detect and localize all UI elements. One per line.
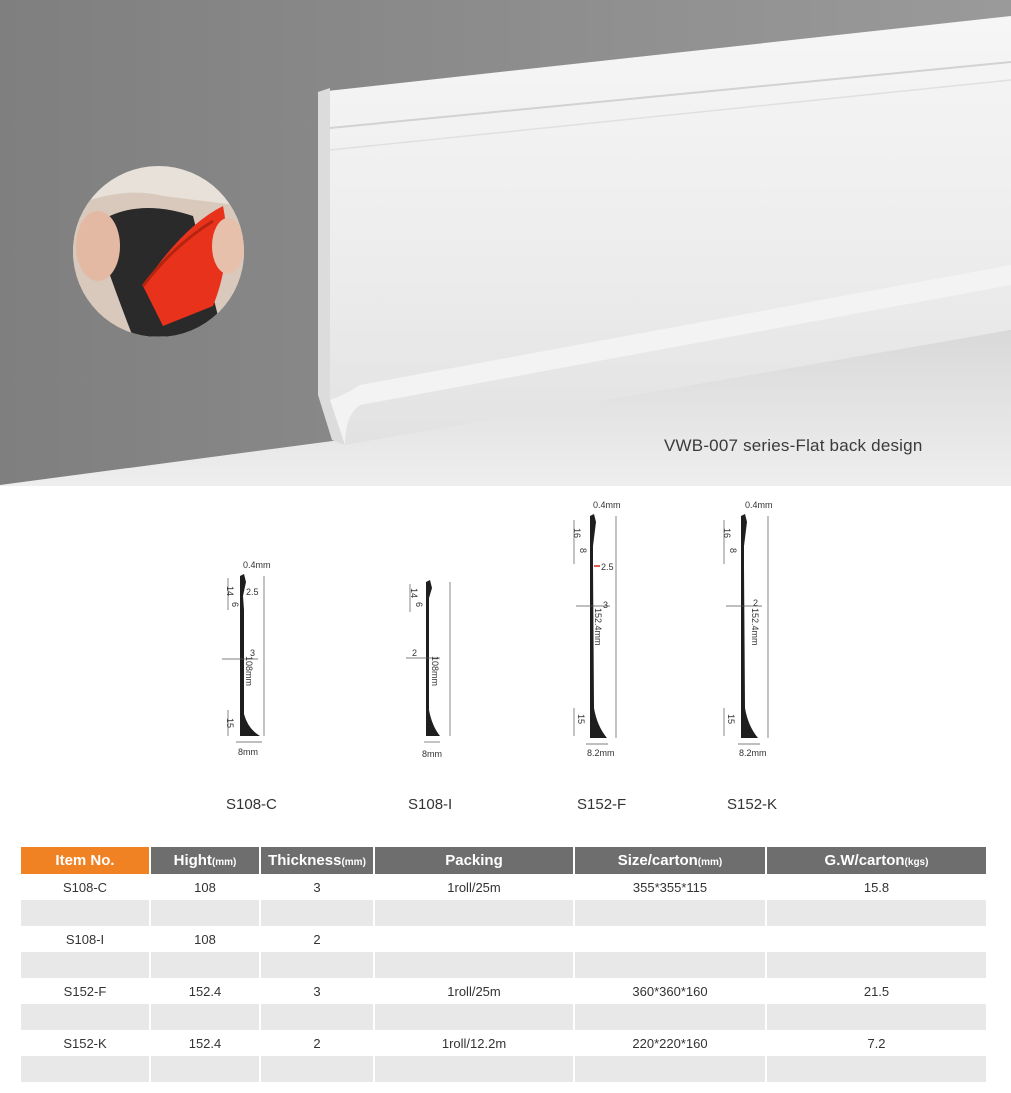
s108c-thickness: 3: [250, 648, 256, 658]
cell-thickness: 2: [260, 926, 374, 952]
table-row-spacer: [21, 900, 987, 926]
profile-s108-c: [222, 560, 271, 757]
table-header-row: [21, 847, 987, 874]
s108c-groove-inner: 6: [230, 602, 240, 608]
profile-s108-i: [406, 580, 450, 759]
cell-size: [574, 926, 766, 952]
s152k-top-groove: 16: [722, 528, 732, 539]
s108c-top-groove: 14: [225, 586, 235, 597]
s108c-height: 108mm: [244, 656, 254, 687]
profile-s152-k: [722, 500, 773, 758]
s108c-top-thickness: 0.4mm: [243, 560, 271, 570]
s152k-groove-inner: 8: [728, 548, 738, 554]
s108i-thickness: 2: [412, 648, 418, 658]
cell-item: S152-F: [21, 978, 150, 1004]
s152k-base: 8.2mm: [739, 748, 767, 758]
s152k-foot: 15: [726, 714, 736, 725]
cell-height: 152.4: [150, 978, 260, 1004]
cell-weight: 15.8: [766, 874, 987, 900]
adhesive-closeup-photo: [73, 166, 244, 337]
s152f-groove-inner: 8: [578, 548, 588, 554]
s152f-foot: 15: [576, 714, 586, 725]
s108i-groove-inner: 6: [414, 602, 424, 608]
profile-label-s152-k: S152-K: [727, 796, 778, 813]
table-row: [21, 978, 987, 1004]
s108c-groove-depth: 2.5: [246, 587, 259, 597]
cell-thickness: 3: [260, 978, 374, 1004]
s108i-height: 108mm: [430, 656, 440, 687]
cell-size: 220*220*160: [574, 1030, 766, 1056]
header-item-no: Item No.: [21, 847, 150, 874]
cell-size: 355*355*115: [574, 874, 766, 900]
table-row-spacer: [21, 1056, 987, 1082]
table-row: [21, 874, 987, 900]
table-row-spacer: [21, 952, 987, 978]
profile-label-s108-c: S108-C: [226, 796, 277, 813]
cell-thickness: 3: [260, 874, 374, 900]
s152k-thickness: 2: [753, 598, 759, 608]
s108c-foot: 15: [225, 718, 235, 729]
series-caption: VWB-007 series-Flat back design: [664, 436, 923, 455]
header-thickness: Thickness(mm): [260, 847, 374, 874]
cell-weight: 7.2: [766, 1030, 987, 1056]
s152f-top-thickness: 0.4mm: [593, 500, 621, 510]
cell-packing: 1roll/12.2m: [374, 1030, 574, 1056]
s152f-height: 152.4mm: [593, 608, 603, 646]
s152k-top-thickness: 0.4mm: [745, 500, 773, 510]
cell-height: 108: [150, 874, 260, 900]
s108i-base: 8mm: [422, 749, 442, 759]
table-row-spacer: [21, 1004, 987, 1030]
cell-thickness: 2: [260, 1030, 374, 1056]
s152k-height: 152.4mm: [750, 608, 760, 646]
profile-label-s108-i: S108-I: [408, 796, 453, 813]
cell-height: 108: [150, 926, 260, 952]
cell-item: S152-K: [21, 1030, 150, 1056]
cell-item: S108-I: [21, 926, 150, 952]
cell-height: 152.4: [150, 1030, 260, 1056]
cell-weight: 21.5: [766, 978, 987, 1004]
profile-s152-f: [572, 500, 621, 758]
header-size-carton: Size/carton(mm): [574, 847, 766, 874]
table-row: [21, 926, 987, 952]
profile-drawings: [0, 486, 1011, 831]
cell-weight: [766, 926, 987, 952]
cell-size: 360*360*160: [574, 978, 766, 1004]
cell-packing: 1roll/25m: [374, 978, 574, 1004]
s152f-groove-depth: 2.5: [601, 562, 614, 572]
cell-packing: 1roll/25m: [374, 874, 574, 900]
s108c-base: 8mm: [238, 747, 258, 757]
s108i-top-groove: 14: [409, 588, 419, 599]
header-packing: Packing: [374, 847, 574, 874]
s152f-top-groove: 16: [572, 528, 582, 539]
s152f-thickness: 3: [603, 600, 609, 610]
table-row: [21, 1030, 987, 1056]
s152f-base: 8.2mm: [587, 748, 615, 758]
product-photo: [0, 0, 1011, 486]
header-gw-carton: G.W/carton(kgs): [766, 847, 987, 874]
spec-table: [21, 847, 988, 1082]
header-height: Hight(mm): [150, 847, 260, 874]
cell-packing: [374, 926, 574, 952]
cell-item: S108-C: [21, 874, 150, 900]
profile-label-s152-f: S152-F: [577, 796, 627, 813]
